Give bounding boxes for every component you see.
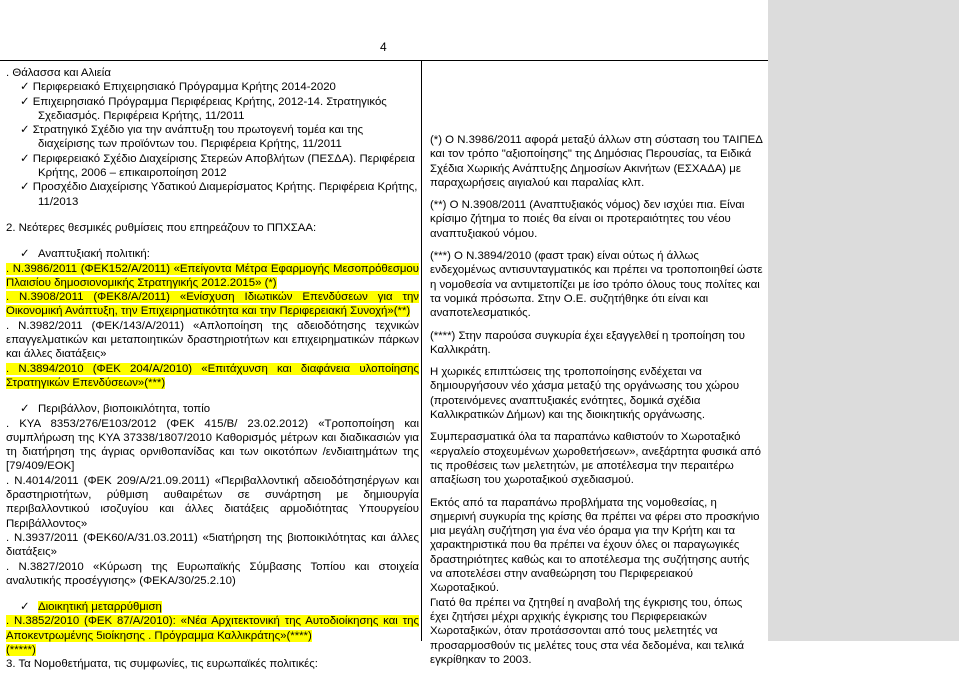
law-entry-text: . Ν.3894/2010 (ΦΕΚ 204/Α/2010) «Επιτάχυνση και διαφάνεια υλοποίησης Στρατηγικών Επενδύσεων»(***) (6, 362, 419, 389)
law-entry: . ΚΥΑ 8353/276/Ε103/2012 (ΦΕΚ 415/Β/ 23.02.2012) «Τροποποίηση και συμπλήρωση της ΚΥΑ 37338/1807/2010 Καθορισμός μέτρων και διαδικασιών για τη διατήρηση της άγριας ορνιθοπανίδας και των οικοτόπων /ενδιαιτημάτων της [79/409/ΕΟΚ] (6, 417, 419, 473)
kallikratis-note-marker: (*****) (6, 643, 36, 656)
law-entry-text: . Ν.3908/2011 (ΦΕΚ8/Α/2011) «Ενίσχυση Ιδιωτικών Επενδύσεων για την Οικονομική Ανάπτυξη, την Επιχειρηματικότητα και την Περιφερειακή Συνοχή»(**) (6, 291, 419, 318)
plan-item (6, 123, 419, 152)
subheading-environment: ✓ Περιβάλλον, βιοποικιλότητα, τοπίο (6, 402, 419, 416)
kallikratis-law: . Ν.3852/2010 (ΦΕΚ 87/Α/2010): «Νέα Αρχιτεκτονική της Αυτοδιοίκησης και της Αποκεντρωμένης 5ιοίκησης . Πρόγραμμα Καλλικράτης»(****) (6, 615, 419, 642)
plan-item (6, 95, 419, 124)
note-paragraph: (****) Στην παρούσα συγκυρία έχει εξαγγελθεί η τροποίηση του Καλλικράτη. (430, 329, 745, 356)
subheading-development: ✓ Αναπτυξιακή πολιτική: (6, 247, 419, 261)
law-entry: . Ν.3937/2011 (ΦΕΚ60/Α/31.03.2011) «5ιατήρηση της βιοποικιλότητας και άλλες διατάξεις» (6, 531, 419, 559)
checkmark-icon: ✓ (20, 601, 30, 614)
plan-item (6, 152, 419, 181)
note-paragraph: (*) Ο Ν.3986/2011 αφορά μεταξύ άλλων στη σύσταση του ΤΑΙΠΕΔ και τον τρόπο "αξιοποίησης" της Δημόσιας Περουσίας, τα Ειδικά Σχέδια Χωρικής Ανάπτυξης Δημοσίων Ακινήτων (ΕΣΧΑΔΑ) με παραχωρήσεις αιγιαλού και παραλίας κλπ. (430, 134, 763, 189)
law-entry (6, 319, 419, 362)
development-laws (6, 262, 419, 391)
plan-item (6, 80, 419, 94)
plan-item-text: Περιφερειακό Επιχειρησιακό Πρόγραμμα Κρήτης 2014-2020 (32, 81, 336, 94)
law-entry-text: . Ν.3982/2011 (ΦΕΚ/143/Α/2011) «Απλοποίηση της αδειοδότησης τεχνικών επαγγελματικών και μεταποιητικών δραστηριοτήτων και επιχειρηματικών πάρκων και άλλες διατάξεις» (6, 319, 419, 361)
note-paragraph: Εκτός από τα παραπάνω προβλήματα της νομοθεσίας, η σημερινή συγκυρία της κρίσης θα πρέπει να φέρει στο προσκήνιο μια μεγάλη συζήτηση για ένα νέο όραμα για την Κρήτη και τα χαρακτηριστικά που θα πρέπει να έχουν όλες οι παραγωγικές δραστηριότητες καθώς και το αποτέλεσμα της συζήτησης αυτής να αποτελέσει στην αναθεώρηση του Περιφερειακού Χωροταξικού. Γιατό θα πρέπει να ζητηθεί η αναβολή της έγκρισης του, όπως έχει ζητήσει μέχρι αρχικής έγκρισης του Περιφερειακών Χωροταξικών, όταν προτάσσονται από τους μελετητές να προσαρμοσθούν τις μελέτες τους στα νέα δεδομένα, και τελικά εγκρίθηκαν το 2003. (430, 496, 760, 666)
note-paragraph: (***) Ο Ν.3894/2010 (φαστ τρακ) είναι ούτως ή άλλως ενδεχομένως αντισυνταγματικός και πρέπει να τροποποιηθεί ώστε η νομοθεσία να αντιμετοπίζει με ίσο τρόπο όλους τους πολίτες και τα νομικά πρόσωπα. Στην Ο.Ε. συζητήθηκε ότι είναι και αναποτελεσματικός. (430, 250, 763, 320)
law-entry-text: . Ν.3986/2011 (ΦΕΚ152/Α/2011) «Επείγοντα Μέτρα Εφαρμογής Μεσοπρόθεσμου Πλαισίου δημοσιονομικής Στρατηγικής 2012.2015» (*) (6, 262, 419, 289)
law-entry (6, 362, 419, 391)
checkmark-icon: ✓ (20, 152, 33, 165)
left-column (6, 66, 419, 672)
checkmark-icon: ✓ (20, 95, 33, 108)
law-entry (6, 290, 419, 319)
checkmark-icon: ✓ (20, 124, 33, 137)
heading-new-regulations: 2. Νεότερες θεσμικές ρυθμίσεις που επηρεάζουν το ΠΠΧΣΑΑ: (6, 221, 317, 234)
page-number: 4 (380, 40, 387, 54)
checkmark-icon: ✓ (20, 403, 30, 416)
law-entry (6, 262, 419, 291)
environment-laws (6, 417, 419, 589)
note-paragraph: (**) Ο Ν.3908/2011 (Αναπτυξιακός νόμος) δεν ισχύει πια. Είναι κρίσιμο ζήτημα το ποιές θα είναι οι προτεραιότητες του νέου αναπτυξιακού νόμου. (430, 199, 745, 240)
plan-item-text: Επιχειρησιακό Πρόγραμμα Περιφέρειας Κρήτης, 2012-14. Στρατηγικός Σχεδιασμός. Περιφέρεια Κρήτης, 11/2011 (32, 95, 387, 122)
law-entry: . Ν.4014/2011 (ΦΕΚ 209/Α/21.09.2011) «Περιβαλλοντική αδειοδότησηέργων και δραστηριοτήτων, ρύθμιση αυθαιρέτων σε συνάρτηση με δημιουργία περιβαλλοντικού ισοζυγίου και άλλες διατάξεις αρμοδιότητας Υπουργείου Περιβάλλοντος» (6, 474, 419, 530)
column-divider (421, 60, 422, 641)
note-paragraph: Συμπερασματικά όλα τα παραπάνω καθιστούν το Χωροταξικό «εργαλείο στοχευμένων χωροθετήσεων», ανεξάρτητα φυσικά από τις προθέσεις των μελετητών, με αποτέλεσμα την περαιτέρω απαξίωση του χωροταξικού σχεδιασμού. (430, 431, 761, 487)
plan-item (6, 180, 419, 209)
plan-item-text: Στρατηγικό Σχέδιο για την ανάπτυξη του πρωτογενή τομέα και της διαχείρισης των προϊόντων του. Περιφέρεια Κρήτης, 11/2011 (32, 124, 364, 151)
checkmark-icon: ✓ (20, 248, 30, 261)
note-paragraph: Η χωρικές επιπτώσεις της τροποποίησης ενδέχεται να δημιουργήσουν νέο χάσμα μεταξύ της οργάνωσης του χώρου (προτεινόμενες αναπτυξιακές ενότητες, δομικά σχέδια Καλλικρατικών Δήμων) και της διοικητικής οργάνωσης. (430, 366, 740, 422)
checkmark-icon: ✓ (20, 181, 33, 194)
law-entry: . Ν.3827/2010 «Κύρωση της Ευρωπαϊκής Σύμβασης Τοπίου και στοιχεία αναλυτικής προσέγγισης» (ΦΕΚΑ/30/25.2.10) (6, 560, 419, 587)
plan-item-text: Προσχέδιο Διαχείρισης Υδατικού Διαμερίσματος Κρήτης. Περιφέρεια Κρήτης, 11/2013 (32, 181, 418, 208)
heading-sea-fisheries: . Θάλασσα και Αλιεία (6, 67, 111, 79)
checkmark-icon: ✓ (20, 81, 33, 94)
plans-list (6, 80, 419, 209)
subheading-admin-reform: ✓ Διοικητική μεταρρύθμιση (6, 600, 419, 614)
plan-item-text: Περιφερειακό Σχέδιο Διαχείρισης Στερεών Αποβλήτων (ΠΕΣΔΑ). Περιφέρεια Κρήτης, 2006 – επικαιροποίηση 2012 (32, 152, 415, 180)
heading-legislation: 3. Τα Νομοθετήματα, τις συμφωνίες, τις ευρωπαϊκές πολιτικές: (6, 658, 318, 671)
comment-margin (768, 0, 959, 641)
right-column-notes (430, 133, 764, 675)
